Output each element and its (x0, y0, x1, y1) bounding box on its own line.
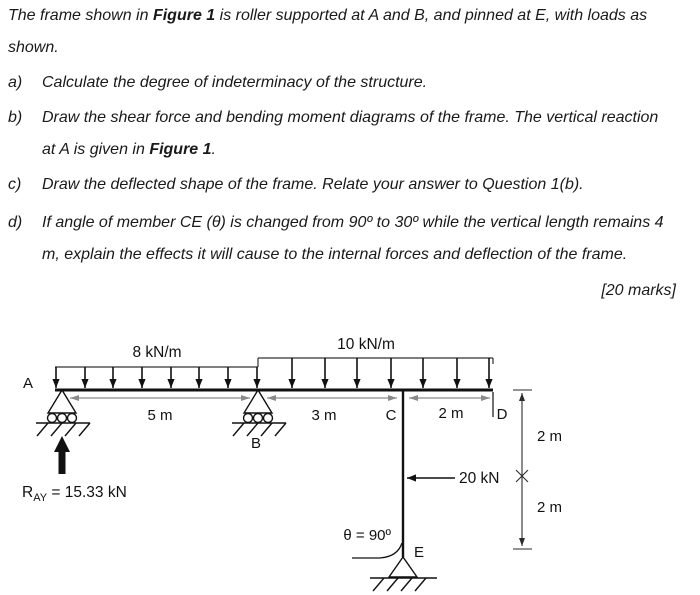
reaction-a-label: $R_{AY} = 15.33$ kN (22, 484, 127, 504)
angle-arc (352, 543, 402, 558)
question-a (8, 67, 694, 99)
question-c-text: Draw the deflected shape of the frame. Relate your answer to Question 1(b). (42, 176, 584, 193)
question-c (8, 169, 694, 201)
support-e-pin (370, 557, 437, 591)
dim-5m-label: 5 m (147, 407, 173, 424)
node-e-label: E (414, 544, 425, 561)
intro-line-2: shown. (8, 39, 59, 56)
load-20kn-label: 20 kN (459, 470, 500, 487)
reaction-arrow-a (54, 436, 70, 474)
question-b-label: b) (8, 109, 23, 126)
marks-allocation: [20 marks] (601, 282, 676, 299)
question-b-line1: Draw the shear force and bending moment diagrams of the frame. The vertical reaction (42, 109, 659, 126)
node-a-label: A (22, 375, 34, 392)
intro-paragraph (8, 0, 694, 64)
figure-reference: Figure 1 (152, 7, 216, 24)
question-a-text: Calculate the degree of indeterminacy of the structure. (42, 74, 428, 91)
dim-2m-cd-label: 2 m (438, 405, 464, 422)
support-a-roller (36, 390, 90, 436)
angle-label: θ = 90º (343, 527, 391, 544)
question-a-label: a) (8, 74, 23, 91)
question-b-line2-post: . (211, 141, 216, 158)
question-d-line2: m, explain the effects it will cause to the internal forces and deflection of the frame. (42, 246, 628, 263)
node-b-label: B (250, 435, 262, 452)
figure-reference-b: Figure 1 (149, 141, 212, 158)
intro-line1-post: is roller supported at A and B, and pinned at E, with loads as (215, 7, 648, 24)
question-b (8, 102, 694, 166)
dim-3m-label: 3 m (311, 407, 337, 424)
udl-8-arrows (56, 367, 257, 388)
question-d-line1: If angle of member CE (θ) is changed from 90º to 30º while the vertical length remains 4 (42, 214, 664, 231)
node-c-label: C (385, 407, 397, 424)
support-b-roller (232, 390, 286, 436)
dim-2m-upper-label: 2 m (537, 428, 563, 445)
question-c-label: c) (8, 176, 22, 193)
node-d-label: D (496, 406, 508, 423)
dim-right-vertical (513, 390, 532, 549)
udl-8-label: 8 kN/m (132, 344, 182, 361)
question-d (8, 207, 694, 271)
dim-2m-lower-label: 2 m (537, 499, 563, 516)
intro-line1-pre: The frame shown in (8, 7, 153, 24)
udl-10-label: 10 kN/m (337, 336, 395, 353)
intro-line-1 (8, 0, 694, 32)
udl-10-arrows (292, 358, 489, 388)
question-b-line2 (42, 134, 694, 166)
question-d-label: d) (8, 214, 23, 231)
figure-1-diagram (0, 300, 700, 595)
question-b-line2-pre: at A is given in (42, 141, 150, 158)
